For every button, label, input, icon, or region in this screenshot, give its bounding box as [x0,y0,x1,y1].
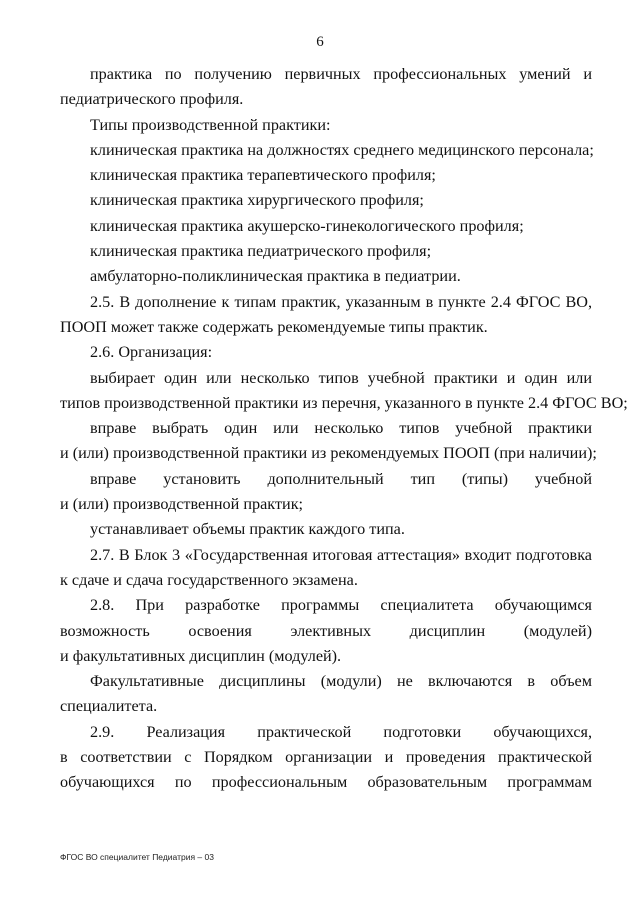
text-line: 2.7. В Блок 3 «Государственная итоговая аттестация» входит подготовка [90,545,592,564]
paragraph [60,239,592,264]
text-line: устанавливает объемы практик каждого типа. [90,520,405,539]
paragraph [60,163,592,188]
text-line: выбирает один или несколько типов учебной практики и один или [90,368,592,387]
paragraph [60,214,592,239]
text-line: и (или) производственной практик; [60,495,304,514]
text-line: амбулаторно-поликлиническая практика в педиатрии. [90,267,461,286]
text-line: клиническая практика хирургического профиля; [90,191,424,210]
paragraph [60,62,592,113]
paragraph [60,669,592,720]
paragraph [60,720,592,796]
paragraph [60,543,592,594]
text-line: Факультативные дисциплины (модули) не включаются в объем [90,672,592,691]
text-line: ПООП может также содержать рекомендуемые типы практик. [60,317,488,336]
text-line: и (или) производственной практики из рекомендуемых ПООП (при наличии); [60,444,597,463]
text-line: клиническая практика педиатрического профиля; [90,242,432,261]
text-line: клиническая практика на должностях среднего медицинского персонала; [90,140,594,159]
text-line: 2.8. При разработке программы специалитета обучающимся [90,596,592,615]
text-line: вправе установить дополнительный тип (типы) учебной [90,469,592,488]
text-line: практика по получению первичных профессиональных умений и [90,65,592,83]
text-line: в соответствии с Порядком организации и проведения практической [60,748,592,767]
text-line: 2.9. Реализация практической подготовки обучающихся, [90,722,592,741]
text-line: к сдаче и сдача государственного экзамена. [60,570,358,589]
text-line: Типы производственной практики: [90,115,331,134]
document-body [60,62,628,796]
paragraph [60,340,592,365]
text-line: специалитета. [60,697,158,716]
paragraph [60,467,592,518]
paragraph [60,188,592,213]
text-line: вправе выбрать один или несколько типов учебной практики [90,419,592,438]
paragraph [60,416,597,467]
paragraph [60,290,592,341]
text-line: клиническая практика терапевтического профиля; [90,166,436,185]
text-line: типов производственной практики из перечня, указанного в пункте 2.4 ФГОС ВО; [60,393,628,412]
paragraph [60,264,592,289]
paragraph [60,113,592,138]
text-line: и факультативных дисциплин (модулей). [60,646,342,665]
paragraph [60,593,592,669]
text-line: обучающихся по профессиональным образовательным программам [60,773,592,792]
paragraph [60,366,628,417]
text-line: 2.5. В дополнение к типам практик, указанным в пункте 2.4 ФГОС ВО, [90,292,592,311]
page-footer: ФГОС ВО специалитет Педиатрия – 03 [60,852,214,862]
text-line: 2.6. Организация: [90,343,213,362]
paragraph [60,517,592,542]
text-line: клиническая практика акушерско-гинекологического профиля; [90,216,524,235]
text-line: педиатрического профиля. [60,90,244,109]
page-number: 6 [316,34,324,50]
paragraph [60,138,592,163]
text-line: возможность освоения элективных дисциплин (модулей) [60,621,592,640]
